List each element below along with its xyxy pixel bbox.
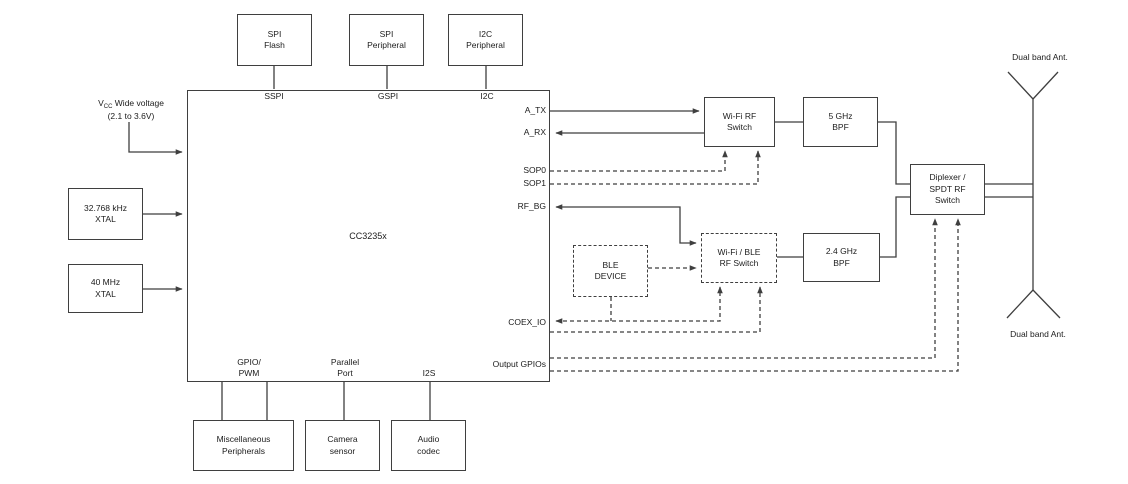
pin-i2s: I2S bbox=[422, 368, 436, 378]
top-antenna-label: Dual band Ant. bbox=[1012, 52, 1068, 62]
misc-peripherals-box: Miscellaneous Peripherals bbox=[193, 420, 294, 471]
pin-rf-bg: RF_BG bbox=[517, 201, 546, 211]
wire-24ghz-bpf-to-diplexer bbox=[880, 197, 910, 257]
vcc-line1: $V_{CC}$ Wide voltage bbox=[98, 98, 164, 110]
audio-codec-box: Audio codec bbox=[391, 420, 466, 471]
bottom-antenna-label: Dual band Ant. bbox=[1010, 329, 1066, 339]
pin-parallel-port: Parallel Port bbox=[330, 357, 360, 379]
xtal-40m-box: 40 MHz XTAL bbox=[68, 264, 143, 313]
wire-sop0 bbox=[550, 151, 725, 171]
pin-gpio-pwm: GPIO/ PWM bbox=[237, 357, 261, 379]
xtal-32k-box: 32.768 kHz XTAL bbox=[68, 188, 143, 240]
pin-a-rx: A_RX bbox=[523, 127, 546, 137]
wifi-rf-switch-box: Wi-Fi RF Switch bbox=[704, 97, 775, 147]
pin-sop0: SOP0 bbox=[523, 165, 546, 175]
wire-5ghz-bpf-to-diplexer bbox=[878, 122, 910, 184]
pin-gspi: GSPI bbox=[377, 91, 399, 101]
wire-rf-bg bbox=[556, 207, 696, 243]
spi-peripheral-box: SPI Peripheral bbox=[349, 14, 424, 66]
wifi-ble-rf-switch-box: Wi-Fi / BLE RF Switch bbox=[701, 233, 777, 283]
pin-a-tx: A_TX bbox=[524, 105, 546, 115]
wire-sop1 bbox=[550, 151, 758, 184]
bottom-antenna-icon bbox=[1007, 290, 1060, 318]
chip-name-label: CC3235x bbox=[349, 231, 387, 241]
pin-output-gpios: Output GPIOs bbox=[492, 359, 546, 369]
bpf-5ghz-box: 5 GHz BPF bbox=[803, 97, 878, 147]
camera-sensor-box: Camera sensor bbox=[305, 420, 380, 471]
pin-i2c: I2C bbox=[480, 91, 494, 101]
pin-sspi: SSPI bbox=[264, 91, 284, 101]
pin-sop1: SOP1 bbox=[523, 178, 546, 188]
i2c-peripheral-box: I2C Peripheral bbox=[448, 14, 523, 66]
top-antenna-icon bbox=[1008, 72, 1058, 99]
wire-vcc bbox=[129, 122, 182, 152]
pin-coex-io: COEX_IO bbox=[508, 317, 546, 327]
diplexer-box: Diplexer / SPDT RF Switch bbox=[910, 164, 985, 215]
spi-flash-box: SPI Flash bbox=[237, 14, 312, 66]
bpf-24ghz-box: 2.4 GHz BPF bbox=[803, 233, 880, 282]
vcc-label bbox=[98, 98, 164, 123]
vcc-line2: (2.1 to 3.6V) bbox=[107, 111, 155, 122]
ble-device-box: BLE DEVICE bbox=[573, 245, 648, 297]
